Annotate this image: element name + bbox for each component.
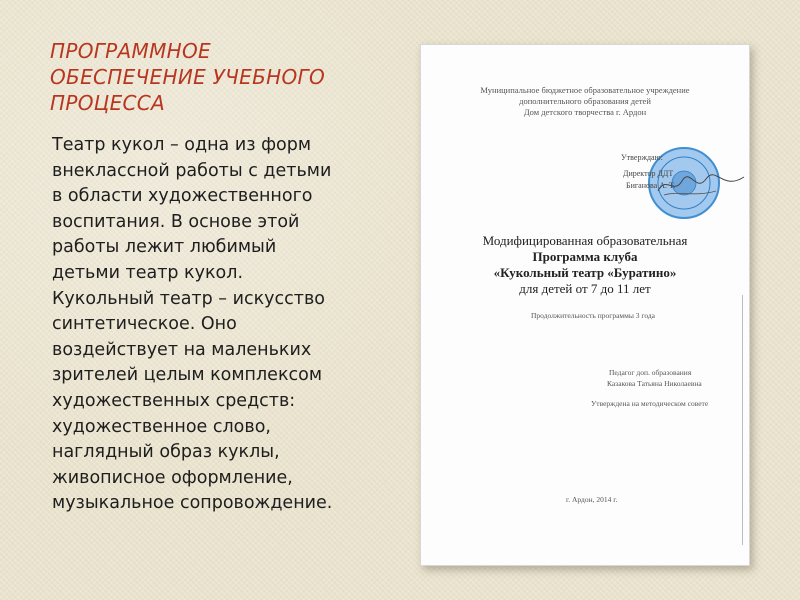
title-line-1: ПРОГРАММНОЕ xyxy=(50,39,211,63)
body-line: Театр кукол – одна из форм xyxy=(52,135,312,155)
slide-title xyxy=(50,38,390,116)
director-name: Биганова А. Т. xyxy=(626,181,676,190)
title-line-2: ОБЕСПЕЧЕНИЕ УЧЕБНОГО xyxy=(50,65,326,89)
body-line: живописное оформление, xyxy=(52,467,293,488)
document-scan-image xyxy=(420,44,750,566)
body-line: детьми театр кукол. xyxy=(52,262,244,283)
handwritten-signature-icon xyxy=(656,171,746,199)
org-line-1: Муниципальное бюджетное образовательное учреждение xyxy=(480,85,690,95)
body-line: работы лежит любимый xyxy=(52,237,277,258)
body-line: воздействует на маленьких xyxy=(52,339,312,360)
body-line: синтетическое. Оно xyxy=(52,314,237,335)
scan-edge-line xyxy=(742,295,743,545)
body-line: Кукольный театр – искусство xyxy=(52,288,325,309)
body-line: внеклассной работы с детьми xyxy=(52,160,332,181)
approve-label: Утверждаю: xyxy=(621,153,663,162)
title-line-3: ПРОЦЕССА xyxy=(50,91,166,115)
program-duration: Продолжительность программы 3 года xyxy=(531,311,655,320)
teacher-role: Педагог доп. образования xyxy=(609,368,692,377)
slide-body-text xyxy=(52,133,392,517)
body-line: в области художественного xyxy=(52,186,313,207)
org-line-3: Дом детского творчества г. Ардон xyxy=(523,107,647,117)
program-line-2: Программа клуба xyxy=(532,249,638,264)
place-year: г. Ардон, 2014 г. xyxy=(566,495,618,504)
body-line: художественное слово, xyxy=(52,416,271,437)
body-line: художественных средств: xyxy=(52,390,296,411)
teacher-name: Казакова Татьяна Николаевна xyxy=(607,379,702,388)
approved-by: Утверждена на методическом совете xyxy=(591,399,709,408)
director-line: Директор ДДТ xyxy=(623,169,674,178)
body-line: наглядный образ куклы, xyxy=(52,442,280,463)
program-line-4: для детей от 7 до 11 лет xyxy=(519,281,651,296)
body-line: воспитания. В основе этой xyxy=(52,211,300,232)
program-line-3: «Кукольный театр «Буратино» xyxy=(493,265,677,280)
org-line-2: дополнительного образования детей xyxy=(519,96,651,106)
body-line: музыкальное сопровождение. xyxy=(52,493,333,514)
body-line: зрителей целым комплексом xyxy=(52,365,323,386)
program-line-1: Модифицированная образовательная xyxy=(482,233,688,248)
